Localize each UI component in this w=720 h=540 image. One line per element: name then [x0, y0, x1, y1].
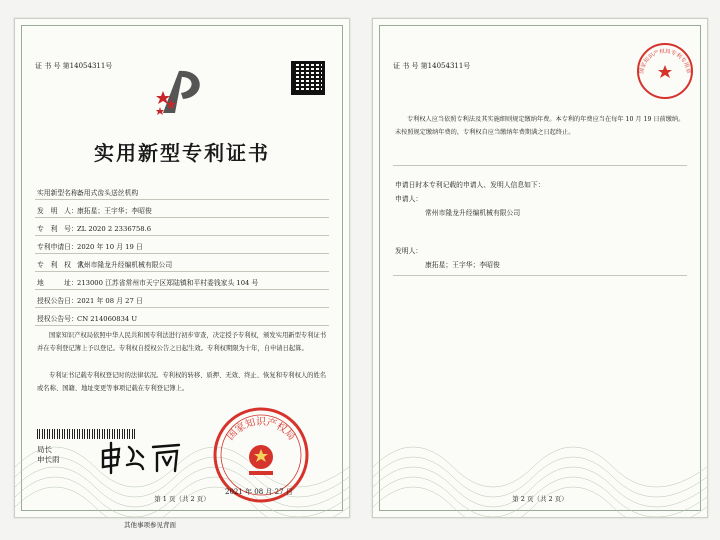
seal-date: 2021 年 08 月 27 日 — [225, 488, 293, 496]
certificate-number: 证 书 号 第14054311号 — [35, 62, 113, 70]
field-underline — [35, 271, 329, 272]
field-row — [37, 277, 258, 287]
patent-stamp — [635, 41, 695, 101]
field-label: 授权公告日： — [37, 297, 78, 305]
field-row — [37, 187, 138, 197]
field-underline — [35, 325, 329, 326]
field-underline — [35, 253, 329, 254]
field-value: 2021 年 08 月 27 日 — [77, 297, 143, 305]
handwritten-signature — [97, 439, 187, 475]
inventors-value: 康拓星；王宇华；李昭俊 — [425, 261, 500, 269]
change-title: 申请日时本专利记载的申请人、发明人信息如下： — [395, 181, 545, 189]
field-underline — [35, 199, 329, 200]
barcode — [37, 429, 137, 439]
inventor-label: 发明人： — [395, 247, 423, 255]
qr-code — [291, 61, 325, 95]
field-underline — [35, 235, 329, 236]
field-label: 专 利 号： — [37, 225, 78, 233]
field-underline — [35, 289, 329, 290]
certificate-title: 实用新型专利证书 — [94, 141, 270, 165]
applicant-value: 常州市隆龙升经编机械有限公司 — [425, 209, 521, 217]
field-value: 2020 年 10 月 19 日 — [77, 243, 143, 251]
field-row — [37, 205, 152, 215]
certificate-page-front — [14, 18, 350, 518]
stamp-text: 国家知识产权局专利专用章 — [638, 48, 692, 75]
signer-name: 申长雨 — [37, 455, 60, 464]
field-value: 213000 江苏省常州市天宁区郑陆镇和平村委钱家头 104 号 — [77, 279, 259, 287]
field-label: 授权公告号： — [37, 315, 78, 323]
field-underline — [35, 217, 329, 218]
field-label: 地 址： — [37, 279, 78, 287]
field-label: 发 明 人： — [37, 207, 78, 215]
certificate-page-back — [372, 18, 708, 518]
applicant-label: 申请人： — [395, 195, 423, 203]
signer-block — [37, 445, 60, 465]
reverse-note: 其他事项参见背面 — [124, 521, 176, 529]
cnipa-logo-icon — [153, 63, 211, 121]
divider — [393, 165, 687, 166]
signer-title: 局长 — [37, 445, 52, 454]
seal-text: 国家知识产权局 — [225, 417, 297, 443]
field-row — [37, 313, 137, 323]
field-row — [37, 259, 172, 269]
page-footer: 第 2 页（共 2 页） — [512, 495, 568, 503]
field-value: ZL 2020 2 2336758.6 — [77, 225, 152, 233]
svg-text:国家知识产权局 — [224, 415, 297, 442]
field-underline — [35, 307, 329, 308]
fee-paragraph: 专利权人应当依照专利法及其实施细则规定缴纳年费。本专利的年费应当在每年 10 月 19 日前缴纳。未按照规定缴纳年费的，专利权自应当缴纳年费期满之日起终止。 — [395, 116, 685, 136]
field-label: 专利申请日： — [37, 243, 78, 251]
field-label: 专 利 权 人： — [37, 261, 92, 269]
field-row — [37, 223, 151, 233]
field-value: 常州市隆龙升经编机械有限公司 — [77, 261, 173, 269]
certificate-number: 证 书 号 第14054311号 — [393, 62, 471, 70]
field-label: 实用新型名称： — [37, 189, 85, 197]
certificate-paragraph-1: 国家知识产权局依照中华人民共和国专利法进行初步审查，决定授予专利权，颁发实用新型专利证书并在专利登记簿上予以登记。专利权自授权公告之日起生效。专利权期限为十年，自申请日起算。 — [37, 332, 327, 352]
field-value: 康拓星；王宇华；李昭俊 — [77, 207, 152, 215]
field-row — [37, 241, 143, 251]
field-value: 备用式齿头送丝机构 — [77, 189, 139, 197]
field-row — [37, 295, 143, 305]
certificate-paragraph-2: 专利证书记载专利权登记时的法律状况。专利权的转移、质押、无效、终止、恢复和专利权人的姓名或名称、国籍、地址变更等事项记载在专利登记簿上。 — [37, 372, 327, 392]
field-value: CN 214060834 U — [77, 315, 138, 323]
page-footer: 第 1 页（共 2 页） — [154, 495, 210, 503]
divider — [393, 275, 687, 276]
